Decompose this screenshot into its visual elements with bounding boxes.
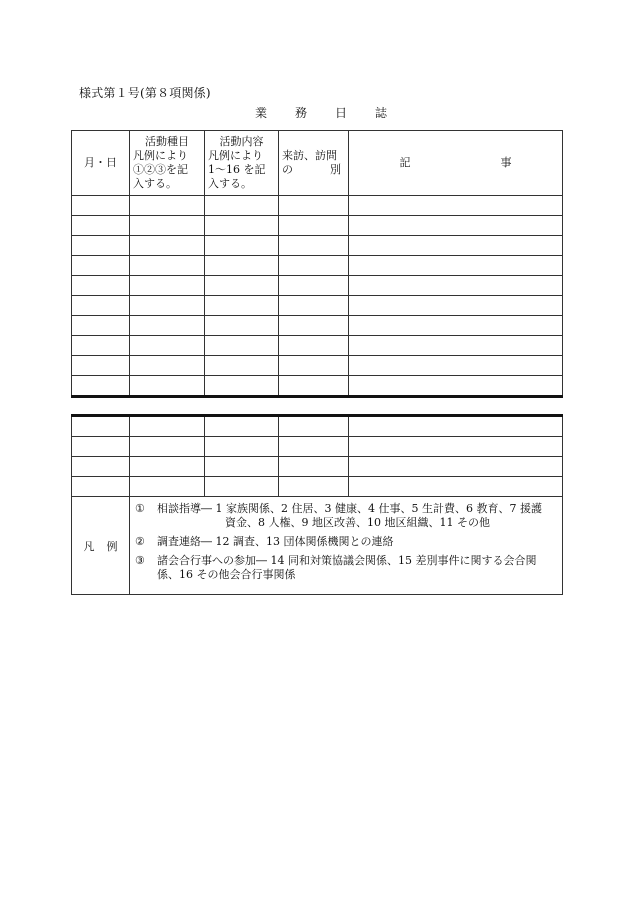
form-number: 様式第１号(第８項関係) — [79, 86, 211, 100]
table-row — [72, 356, 563, 376]
table-row — [72, 437, 563, 457]
title-char: 誌 — [375, 106, 388, 120]
header-visit: 来訪、訪問 の 別 — [279, 131, 349, 196]
header-activity-type: 活動種目 凡例により ①②③を記 入する。 — [130, 131, 205, 196]
page-title — [255, 104, 387, 121]
table-row — [72, 216, 563, 236]
table-row — [72, 256, 563, 276]
table-row — [72, 276, 563, 296]
table-row — [72, 336, 563, 356]
header-date: 月・日 — [72, 131, 130, 196]
legend-label: 凡 例 — [72, 497, 130, 595]
legend-row — [72, 497, 563, 595]
table-row — [72, 416, 563, 437]
title-char: 務 — [295, 106, 308, 120]
table-row — [72, 376, 563, 397]
table-row — [72, 457, 563, 477]
header-notes: 記 事 — [349, 131, 563, 196]
table-row — [72, 316, 563, 336]
table-row — [72, 296, 563, 316]
title-char: 日 — [335, 106, 348, 120]
table-row — [72, 236, 563, 256]
legend-item: ③ 諸会合行事への参加― 14 同和対策協議会関係、15 差別事件に関する会合関 係、16 その他会合行事関係 — [135, 554, 537, 581]
table-row — [72, 196, 563, 216]
journal-table — [71, 130, 563, 595]
legend-item: ② 調査連絡― 12 調査、13 団体関係機関との連絡 — [135, 535, 394, 548]
page-break-divider — [72, 397, 563, 416]
legend-item: ① 相談指導― 1 家族関係、2 住居、3 健康、4 仕事、5 生計費、6 教育、7 援護 資金、8 人権、9 地区改善、10 地区組織、11 その他 — [135, 502, 542, 529]
title-char: 業 — [255, 106, 268, 120]
header-row — [72, 131, 563, 196]
legend-items — [130, 497, 563, 595]
table-row — [72, 477, 563, 497]
header-activity-content: 活動内容 凡例により 1～16 を記 入する。 — [205, 131, 279, 196]
